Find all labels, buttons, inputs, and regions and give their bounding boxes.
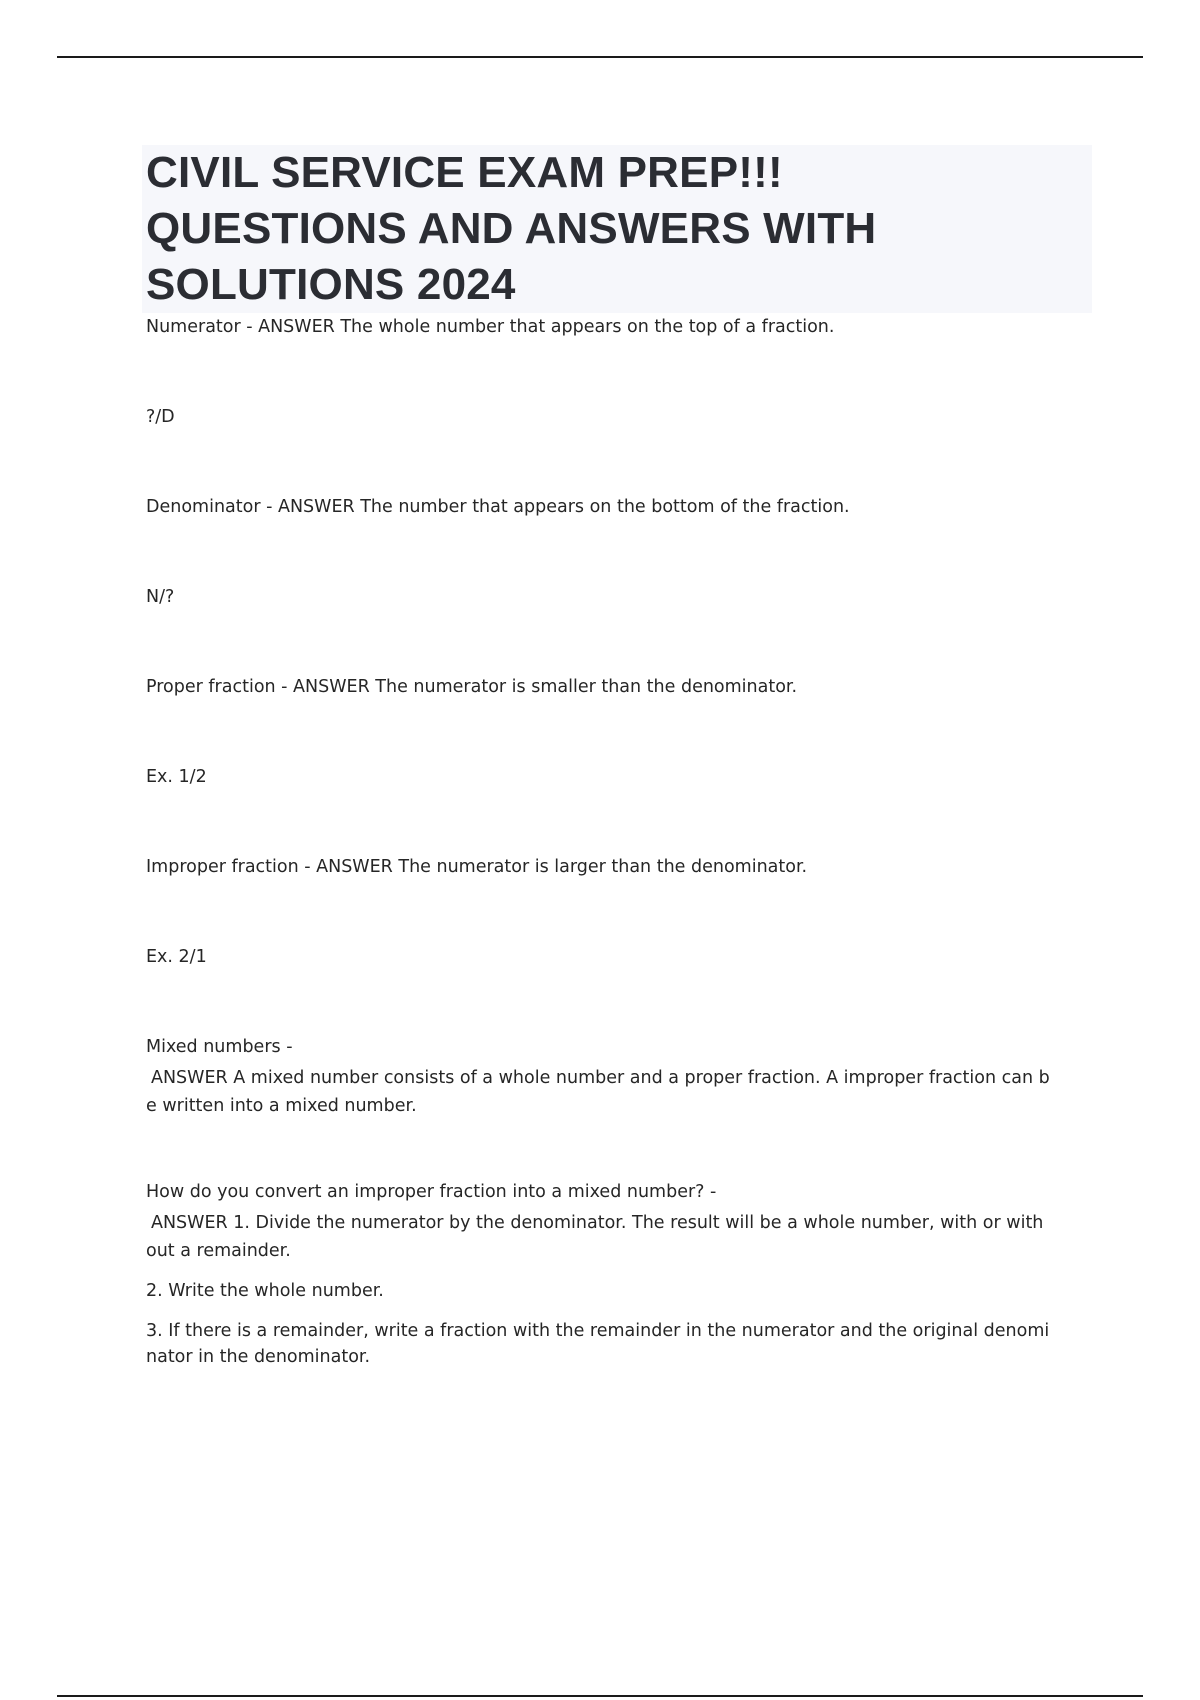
entry-denominator-example: N/? xyxy=(146,587,175,607)
convert-question: How do you convert an improper fraction into a mixed number? - xyxy=(146,1182,717,1202)
convert-answer-line-1: ANSWER 1. Divide the numerator by the denominator. The result will be a whole number, with or with xyxy=(151,1213,1044,1233)
entry-convert xyxy=(146,1179,1086,1370)
entry-numerator: Numerator - ANSWER The whole number that appears on the top of a fraction. xyxy=(146,317,835,337)
document-title xyxy=(142,145,1092,313)
title-line-3: SOLUTIONS 2024 xyxy=(146,260,516,309)
title-line-1: CIVIL SERVICE EXAM PREP!!! xyxy=(146,148,783,197)
entry-mixed-numbers xyxy=(146,1034,1086,1119)
entry-proper-fraction: Proper fraction - ANSWER The numerator is smaller than the denominator. xyxy=(146,677,798,697)
entry-denominator: Denominator - ANSWER The number that appears on the bottom of the fraction. xyxy=(146,497,850,517)
mixed-question: Mixed numbers - xyxy=(146,1037,293,1057)
document-body xyxy=(146,314,1086,1370)
header-rule xyxy=(57,56,1143,58)
mixed-answer-line-2: e written into a mixed number. xyxy=(146,1096,417,1116)
title-block xyxy=(142,145,1092,313)
convert-answer-line-2: out a remainder. xyxy=(146,1241,291,1261)
convert-step-3-line-2: nator in the denominator. xyxy=(146,1347,371,1367)
entry-numerator-example: ?/D xyxy=(146,407,175,427)
convert-step-2: 2. Write the whole number. xyxy=(146,1281,384,1301)
mixed-answer-line-1: ANSWER A mixed number consists of a whole number and a proper fraction. A improper fraction can b xyxy=(151,1068,1050,1088)
entry-improper-fraction: Improper fraction - ANSWER The numerator is larger than the denominator. xyxy=(146,857,808,877)
footer-rule xyxy=(57,1695,1143,1697)
entry-improper-example: Ex. 2/1 xyxy=(146,947,207,967)
title-line-2: QUESTIONS AND ANSWERS WITH xyxy=(146,204,877,253)
convert-step-3-line-1: 3. If there is a remainder, write a fraction with the remainder in the numerator and the original denomi xyxy=(146,1321,1050,1341)
entry-proper-example: Ex. 1/2 xyxy=(146,767,207,787)
